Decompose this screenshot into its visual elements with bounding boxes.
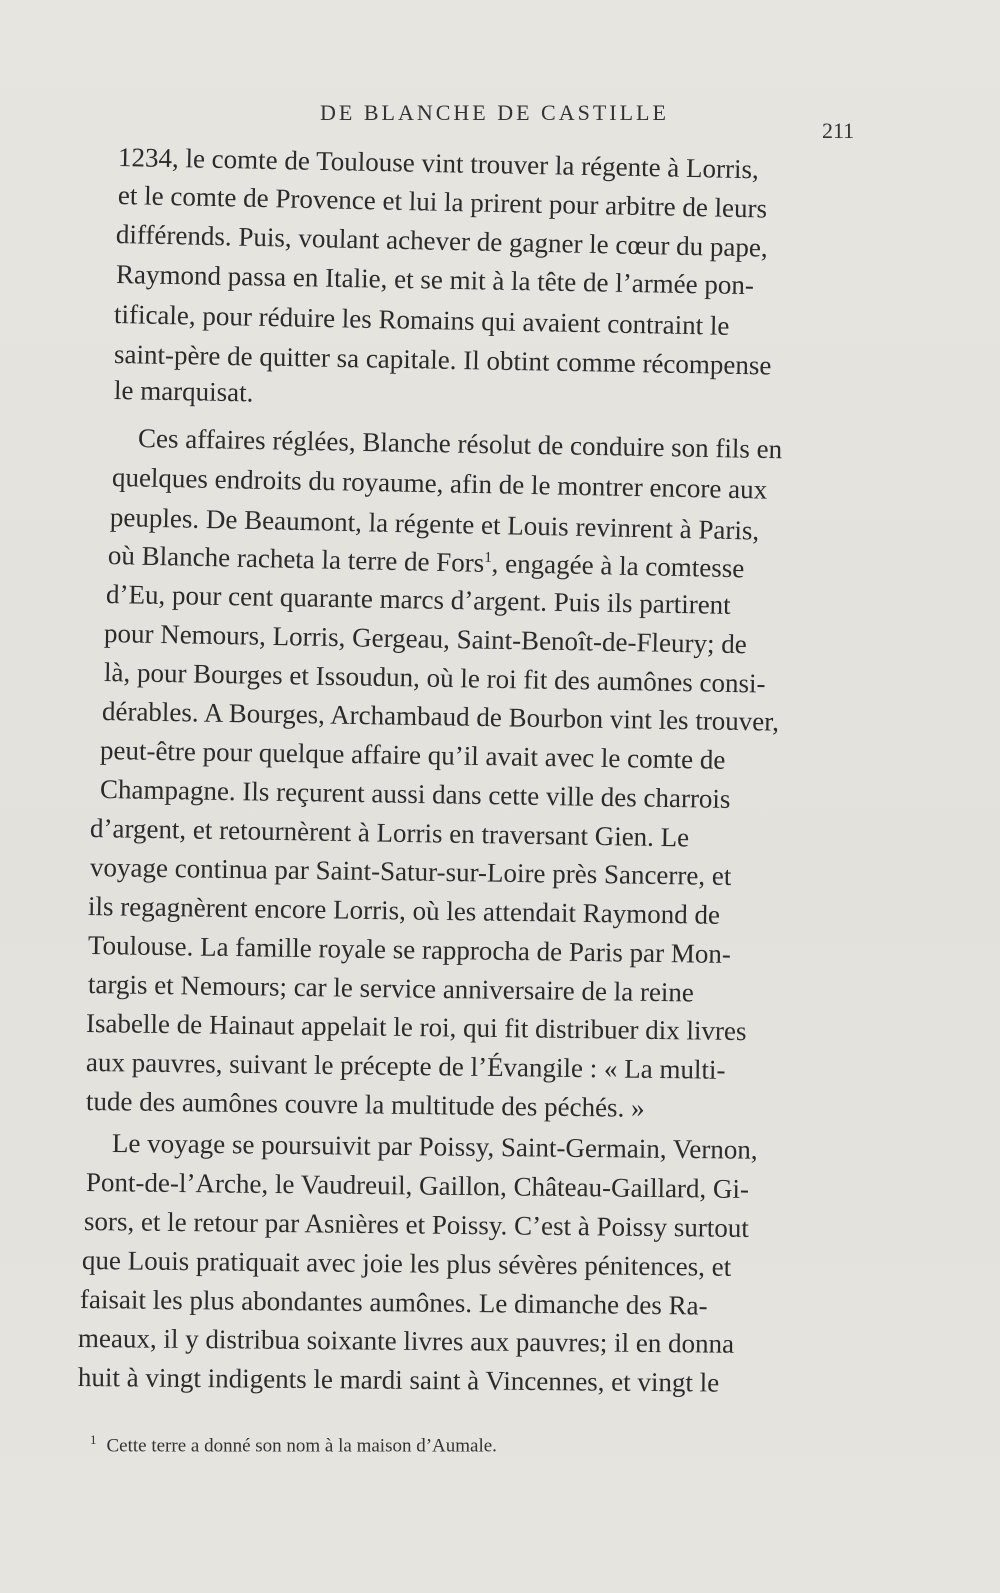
text-line: aux pauvres, suivant le précepte de l’Évangile : « La multi- — [85, 1047, 726, 1085]
footnote-text: Cette terre a donné son nom à la maison d’Aumale. — [106, 1435, 497, 1457]
text-line: saint-père de quitter sa capitale. Il obtint comme récompense — [113, 339, 772, 381]
text-line: d’argent, et retournèrent à Lorris en traversant Gien. Le — [89, 813, 690, 853]
running-head: DE BLANCHE DE CASTILLE — [320, 100, 669, 125]
text-segment: où Blanche racheta la terre de Fors — [107, 540, 485, 578]
text-line: voyage continua par Saint-Satur-sur-Loire près Sancerre, et — [89, 852, 732, 891]
text-line: peut-être pour quelque affaire qu’il avait avec le comte de — [99, 735, 726, 775]
text-line: huit à vingt indigents le mardi saint à Vincennes, et vingt le — [77, 1362, 720, 1398]
text-line: différends. Puis, voulant achever de gagner le cœur du pape, — [115, 219, 768, 263]
text-line: meaux, il y distribua soixante livres aux pauvres; il en donna — [77, 1323, 735, 1359]
text-line: pour Nemours, Lorris, Gergeau, Saint-Benoît-de-Fleury; de — [103, 618, 748, 660]
footnote — [90, 1432, 497, 1457]
text-line: et le comte de Provence et lui la prirent pour arbitre de leurs — [117, 180, 768, 224]
footnote-marker: 1 — [90, 1432, 97, 1447]
text-line: ils regagnèrent encore Lorris, où les attendait Raymond de — [87, 891, 721, 930]
text-line: sors, et le retour par Asnières et Poissy. C’est à Poissy surtout — [83, 1206, 750, 1243]
text-line: dérables. A Bourges, Archambaud de Bourbon vint les trouver, — [101, 696, 780, 737]
text-line: quelques endroits du royaume, afin de le montrer encore aux — [111, 462, 768, 505]
text-line: Pont-de-l’Arche, le Vaudreuil, Gaillon, Château-Gaillard, Gi- — [85, 1167, 750, 1204]
text-line: Ces affaires réglées, Blanche résolut de conduire son fils en — [137, 423, 783, 465]
text-line: Isabelle de Hainaut appelait le roi, qui fit distribuer dix livres — [85, 1008, 747, 1047]
text-line: faisait les plus abondantes aumônes. Le dimanche des Ra- — [79, 1284, 708, 1321]
text-line: Toulouse. La famille royale se rapprocha de Paris par Mon- — [87, 930, 732, 969]
page-number: 211 — [822, 118, 855, 143]
text-line: tude des aumônes couvre la multitude des péchés. » — [85, 1086, 645, 1123]
text-line: 1234, le comte de Toulouse vint trouver la régente à Lorris, — [117, 142, 760, 185]
text-line: Raymond passa en Italie, et se mit à la tête de l’armée pon- — [115, 259, 755, 301]
text-line: là, pour Bourges et Issoudun, où le roi fit des aumônes consi- — [103, 657, 766, 699]
text-line: le marquisat. — [113, 375, 254, 408]
text-line: Le voyage se poursuivit par Poissy, Saint-Germain, Vernon, — [111, 1128, 758, 1165]
text-line: que Louis pratiquait avec joie les plus sévères pénitences, et — [81, 1245, 732, 1282]
text-segment: , engagée à la comtesse — [491, 548, 745, 584]
text-line: tificale, pour réduire les Romains qui avaient contraint le — [113, 299, 730, 341]
text-line: Champagne. Ils reçurent aussi dans cette ville des charrois — [99, 774, 731, 814]
text-line: d’Eu, pour cent quarante marcs d’argent. Puis ils partirent — [105, 579, 731, 620]
footnote-reference[interactable]: 1 — [484, 549, 493, 567]
text-line: peuples. De Beaumont, la régente et Louis revinrent à Paris, — [109, 502, 760, 546]
text-line: targis et Nemours; car le service anniversaire de la reine — [87, 969, 695, 1008]
